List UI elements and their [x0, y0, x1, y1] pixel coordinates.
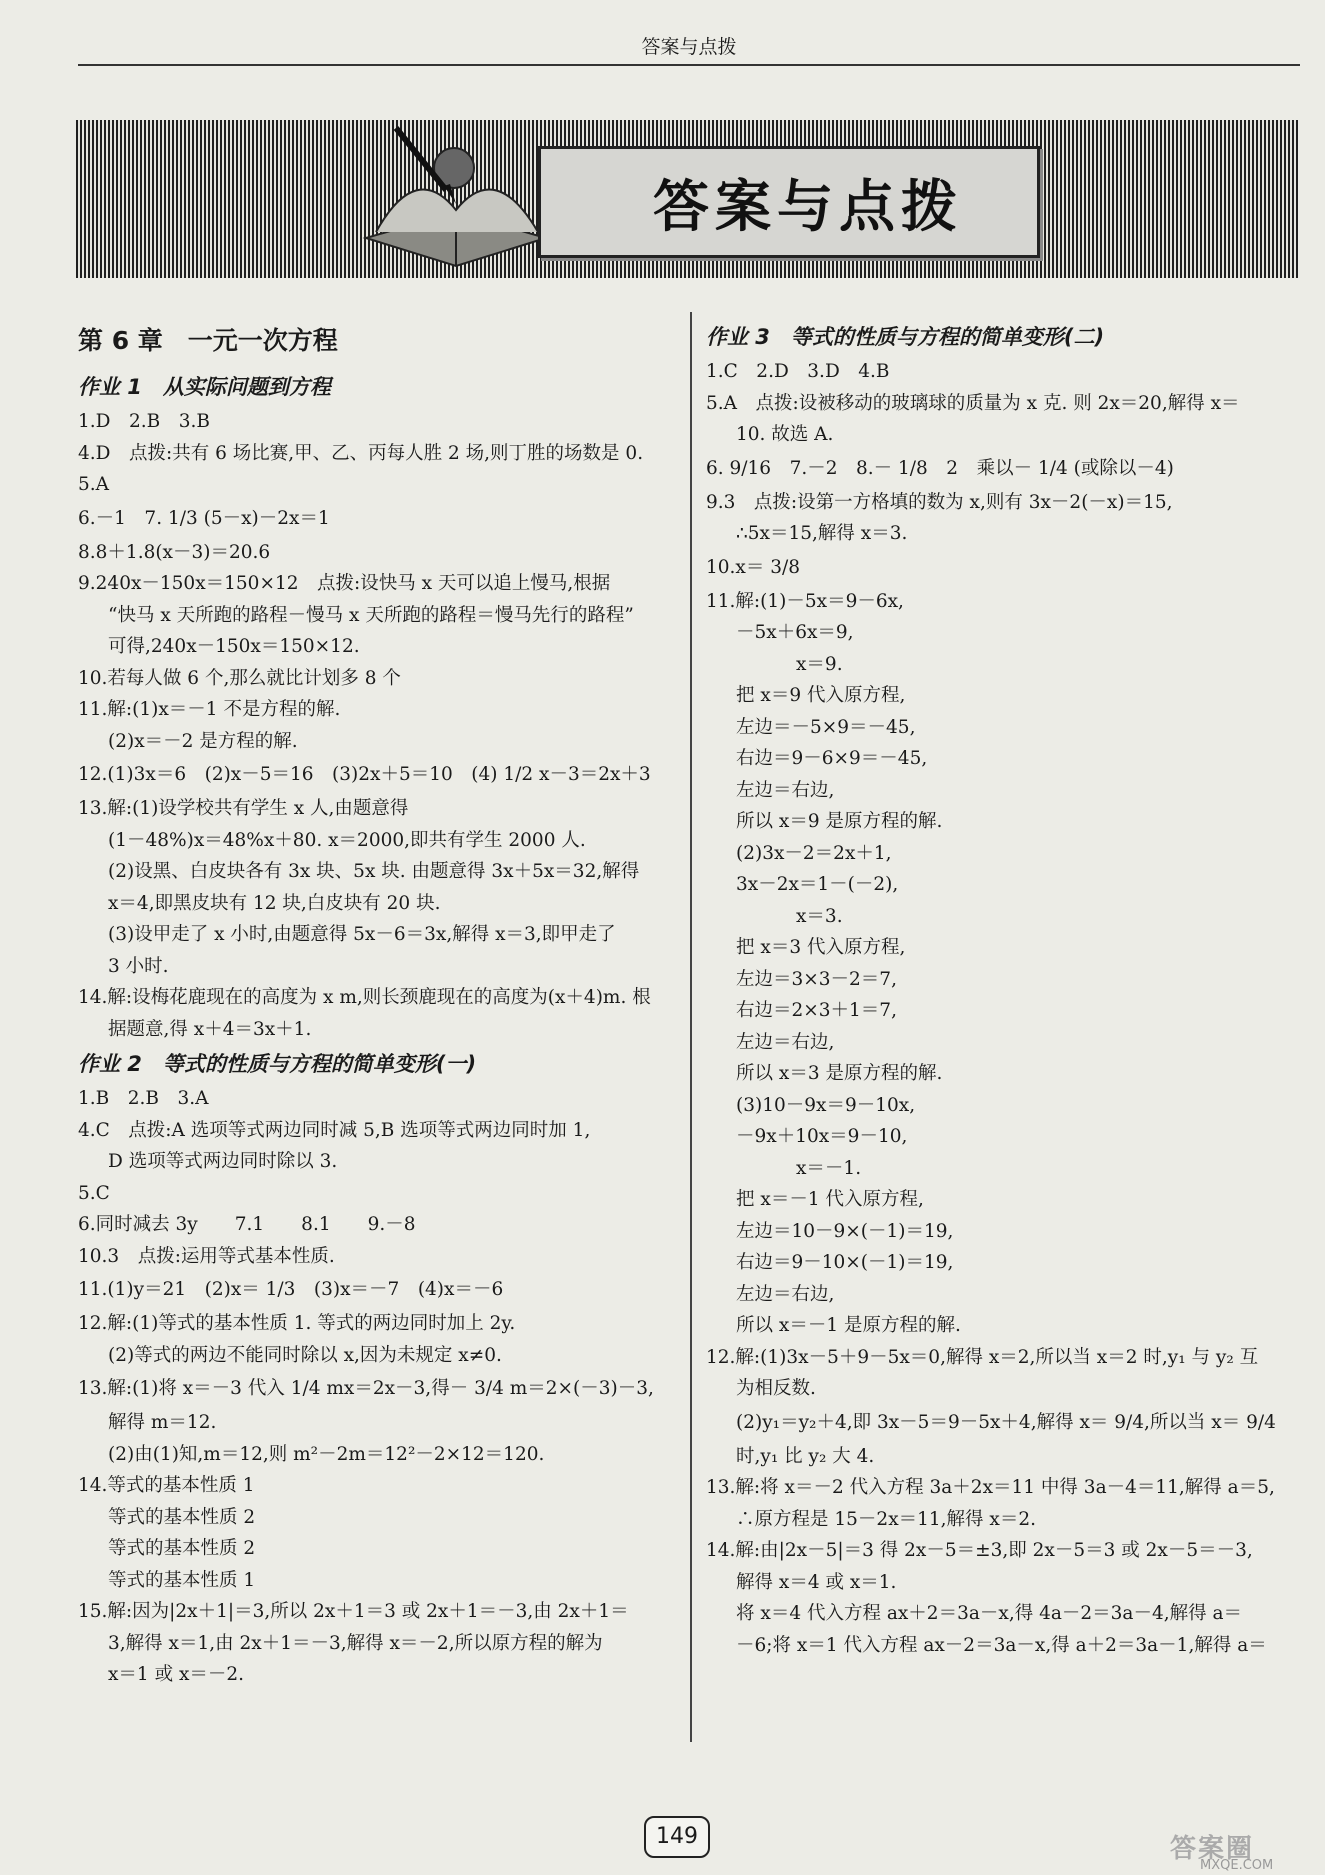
answer-line: 12.解:(1)等式的基本性质 1. 等式的两边同时加上 2y. — [78, 1313, 516, 1334]
answer-line: (3)设甲走了 x 小时,由题意得 5x－6＝3x,解得 x＝3,即甲走了 — [108, 924, 616, 945]
answer-line: 13.解:将 x＝－2 代入方程 3a＋2x＝11 中得 3a－4＝11,解得 a＝5, — [706, 1477, 1275, 1498]
answer-line: －9x＋10x＝9－10, — [736, 1126, 908, 1147]
answer-line: 3x－2x＝1－(－2), — [736, 874, 899, 895]
answer-line: 右边＝9－10×(－1)＝19, — [736, 1252, 954, 1273]
column-divider — [690, 312, 692, 1742]
answer-line: 4.D 点拨:共有 6 场比赛,甲、乙、丙每人胜 2 场,则丁胜的场数是 0. — [78, 442, 644, 464]
answer-line: 11.解:(1)－5x＝9－6x, — [706, 590, 904, 612]
answer-line: 13.解:(1)设学校共有学生 x 人,由题意得 — [78, 798, 409, 819]
answer-line: 据题意,得 x＋4＝3x＋1. — [108, 1018, 312, 1040]
answer-line: (2)y₁＝y₂＋4,即 3x－5＝9－5x＋4,解得 x＝ 9/4,所以当 x＝ 9/4 — [736, 1411, 1276, 1433]
answer-line: 10.3 点拨:运用等式基本性质. — [78, 1245, 335, 1267]
answer-line: D 选项等式两边同时除以 3. — [108, 1151, 338, 1172]
section-title: 作业 3 等式的性质与方程的简单变形(二) — [706, 325, 1105, 349]
section-answers — [78, 1083, 678, 1691]
answer-line: (2)x＝－2 是方程的解. — [108, 730, 298, 752]
section-answers — [706, 356, 1306, 1661]
answer-line: 6.同时减去 3y 7.1 8.1 9.－8 — [78, 1214, 416, 1235]
answer-line: 将 x＝4 代入方程 ax＋2＝3a－x,得 4a－2＝3a－4,解得 a＝ — [736, 1603, 1243, 1624]
banner-title: 答案与点拨 — [653, 175, 963, 240]
answer-line: 左边＝－5×9＝－45, — [736, 716, 916, 738]
answer-line: 4.C 点拨:A 选项等式两边同时减 5,B 选项等式两边同时加 1, — [78, 1119, 591, 1141]
answer-line: ∴5x＝15,解得 x＝3. — [736, 523, 908, 544]
answer-line: 时,y₁ 比 y₂ 大 4. — [736, 1445, 875, 1467]
section-answers — [78, 406, 678, 1045]
answer-line: 等式的基本性质 2 — [108, 1506, 256, 1528]
banner-title-box — [538, 146, 1040, 258]
answer-line: 9.3 点拨:设第一方格填的数为 x,则有 3x－2(－x)＝15, — [706, 491, 1173, 513]
answer-line: (3)10－9x＝9－10x, — [736, 1094, 916, 1116]
answer-line: 左边＝3×3－2＝7, — [736, 968, 897, 990]
answer-line: 5.C — [78, 1182, 110, 1204]
section-title: 作业 1 从实际问题到方程 — [78, 375, 331, 399]
answer-line: x＝－1. — [796, 1157, 862, 1179]
answer-line: 1.C 2.D 3.D 4.B — [706, 361, 890, 382]
answer-line: 12.解:(1)3x－5＋9－5x＝0,解得 x＝2,所以当 x＝2 时,y₁ 与 y₂ 互 — [706, 1346, 1259, 1368]
answer-line: (2)设黑、白皮块各有 3x 块、5x 块. 由题意得 3x＋5x＝32,解得 — [108, 861, 640, 882]
running-head — [78, 30, 1300, 66]
answer-line: (2)由(1)知,m＝12,则 m²－2m＝12²－2×12＝120. — [108, 1443, 545, 1465]
answer-line: 所以 x＝3 是原方程的解. — [736, 1063, 943, 1084]
answer-line: 解得 m＝12. — [108, 1412, 217, 1433]
answer-line: 14.解:由|2x－5|＝3 得 2x－5＝±3,即 2x－5＝3 或 2x－5＝－3, — [706, 1540, 1253, 1561]
answer-line: “快马 x 天所跑的路程－慢马 x 天所跑的路程＝慢马先行的路程” — [108, 604, 634, 626]
answer-line: 为相反数. — [736, 1378, 816, 1399]
answer-line: x＝4,即黑皮块有 12 块,白皮块有 20 块. — [108, 892, 441, 914]
answer-line: 右边＝2×3＋1＝7, — [736, 1000, 897, 1021]
answer-line: 等式的基本性质 2 — [108, 1538, 256, 1559]
answer-line: 11.解:(1)x＝－1 不是方程的解. — [78, 699, 341, 720]
answer-line: 12.(1)3x＝6 (2)x－5＝16 (3)2x＋5＝10 (4) 1/2 x－3＝2x＋3 — [78, 764, 651, 785]
answer-line: x＝1 或 x＝－2. — [108, 1664, 245, 1685]
answer-line: 11.(1)y＝21 (2)x＝ 1/3 (3)x＝－7 (4)x＝－6 — [78, 1279, 504, 1300]
answer-line: 所以 x＝9 是原方程的解. — [736, 811, 943, 832]
answer-line: 把 x＝－1 代入原方程, — [736, 1189, 924, 1210]
answer-line: 3,解得 x＝1,由 2x＋1＝－3,解得 x＝－2,所以原方程的解为 — [108, 1632, 603, 1654]
watermark-logo: 答案圈 — [1170, 1834, 1255, 1864]
answer-line: (2)3x－2＝2x＋1, — [736, 842, 892, 864]
watermark-url: MXQE.COM — [1200, 1858, 1274, 1873]
answer-line: －6;将 x＝1 代入方程 ax－2＝3a－x,得 a＋2＝3a－1,解得 a＝ — [736, 1634, 1267, 1656]
answer-line: 3 小时. — [108, 955, 169, 977]
answer-line: 解得 x＝4 或 x＝1. — [736, 1571, 897, 1593]
answer-line: 左边＝10－9×(－1)＝19, — [736, 1220, 954, 1242]
answer-line: 10.x＝ 3/8 — [706, 556, 801, 578]
answer-line: 14.解:设梅花鹿现在的高度为 x m,则长颈鹿现在的高度为(x＋4)m. 根 — [78, 987, 651, 1008]
answer-line: 把 x＝3 代入原方程, — [736, 937, 906, 958]
answer-line: －5x＋6x＝9, — [736, 622, 854, 643]
answer-line: 左边＝右边, — [736, 1031, 835, 1053]
section-title: 作业 2 等式的性质与方程的简单变形(一) — [78, 1052, 477, 1076]
answer-line: ∴原方程是 15－2x＝11,解得 x＝2. — [736, 1508, 1037, 1530]
answer-line: 左边＝右边, — [736, 1283, 835, 1305]
answer-line: 6. 9/16 7.－2 8.－ 1/8 2 乘以－ 1/4 (或除以－4) — [706, 457, 1174, 479]
answer-line: 1.D 2.B 3.B — [78, 411, 210, 432]
answer-line: 所以 x＝－1 是原方程的解. — [736, 1315, 961, 1336]
answer-line: 可得,240x－150x＝150×12. — [108, 636, 360, 657]
answer-line: 5.A 点拨:设被移动的玻璃球的质量为 x 克. 则 2x＝20,解得 x＝ — [706, 392, 1240, 414]
answer-line: 左边＝右边, — [736, 779, 835, 801]
answer-line: 右边＝9－6×9＝－45, — [736, 748, 928, 769]
answer-line: 8.8＋1.8(x－3)＝20.6 — [78, 541, 271, 563]
answer-line: 等式的基本性质 1 — [108, 1569, 256, 1591]
answer-line: x＝9. — [796, 653, 843, 675]
answer-line: 9.240x－150x＝150×12 点拨:设快马 x 天可以追上慢马,根据 — [78, 573, 611, 594]
answer-line: 把 x＝9 代入原方程, — [736, 685, 906, 706]
chapter-title: 第 6 章 一元一次方程 — [78, 326, 338, 355]
book-pen-icon — [356, 120, 556, 278]
left-column — [78, 318, 678, 1691]
answer-line: 10.若每人做 6 个,那么就比计划多 8 个 — [78, 667, 401, 689]
answer-line: x＝3. — [796, 905, 843, 927]
answer-line: 10. 故选 A. — [736, 424, 834, 445]
chapter-banner — [76, 120, 1298, 278]
right-column — [706, 318, 1306, 1661]
answer-line: 6.－1 7. 1/3 (5－x)－2x＝1 — [78, 507, 330, 529]
answer-line: 1.B 2.B 3.A — [78, 1088, 209, 1109]
answer-line: 13.解:(1)将 x＝－3 代入 1/4 mx＝2x－3,得－ 3/4 m＝2×(－3)－3, — [78, 1378, 654, 1399]
answer-line: 5.A — [78, 474, 110, 495]
page-number: 149 — [644, 1816, 710, 1858]
answer-line: (1－48%)x＝48%x＋80. x＝2000,即共有学生 2000 人. — [108, 829, 586, 851]
answer-line: 14.等式的基本性质 1 — [78, 1475, 255, 1496]
running-title: 答案与点拨 — [641, 36, 737, 58]
answer-line: (2)等式的两边不能同时除以 x,因为未规定 x≠0. — [108, 1344, 502, 1366]
answer-line: 15.解:因为|2x＋1|＝3,所以 2x＋1＝3 或 2x＋1＝－3,由 2x＋1＝ — [78, 1601, 629, 1622]
